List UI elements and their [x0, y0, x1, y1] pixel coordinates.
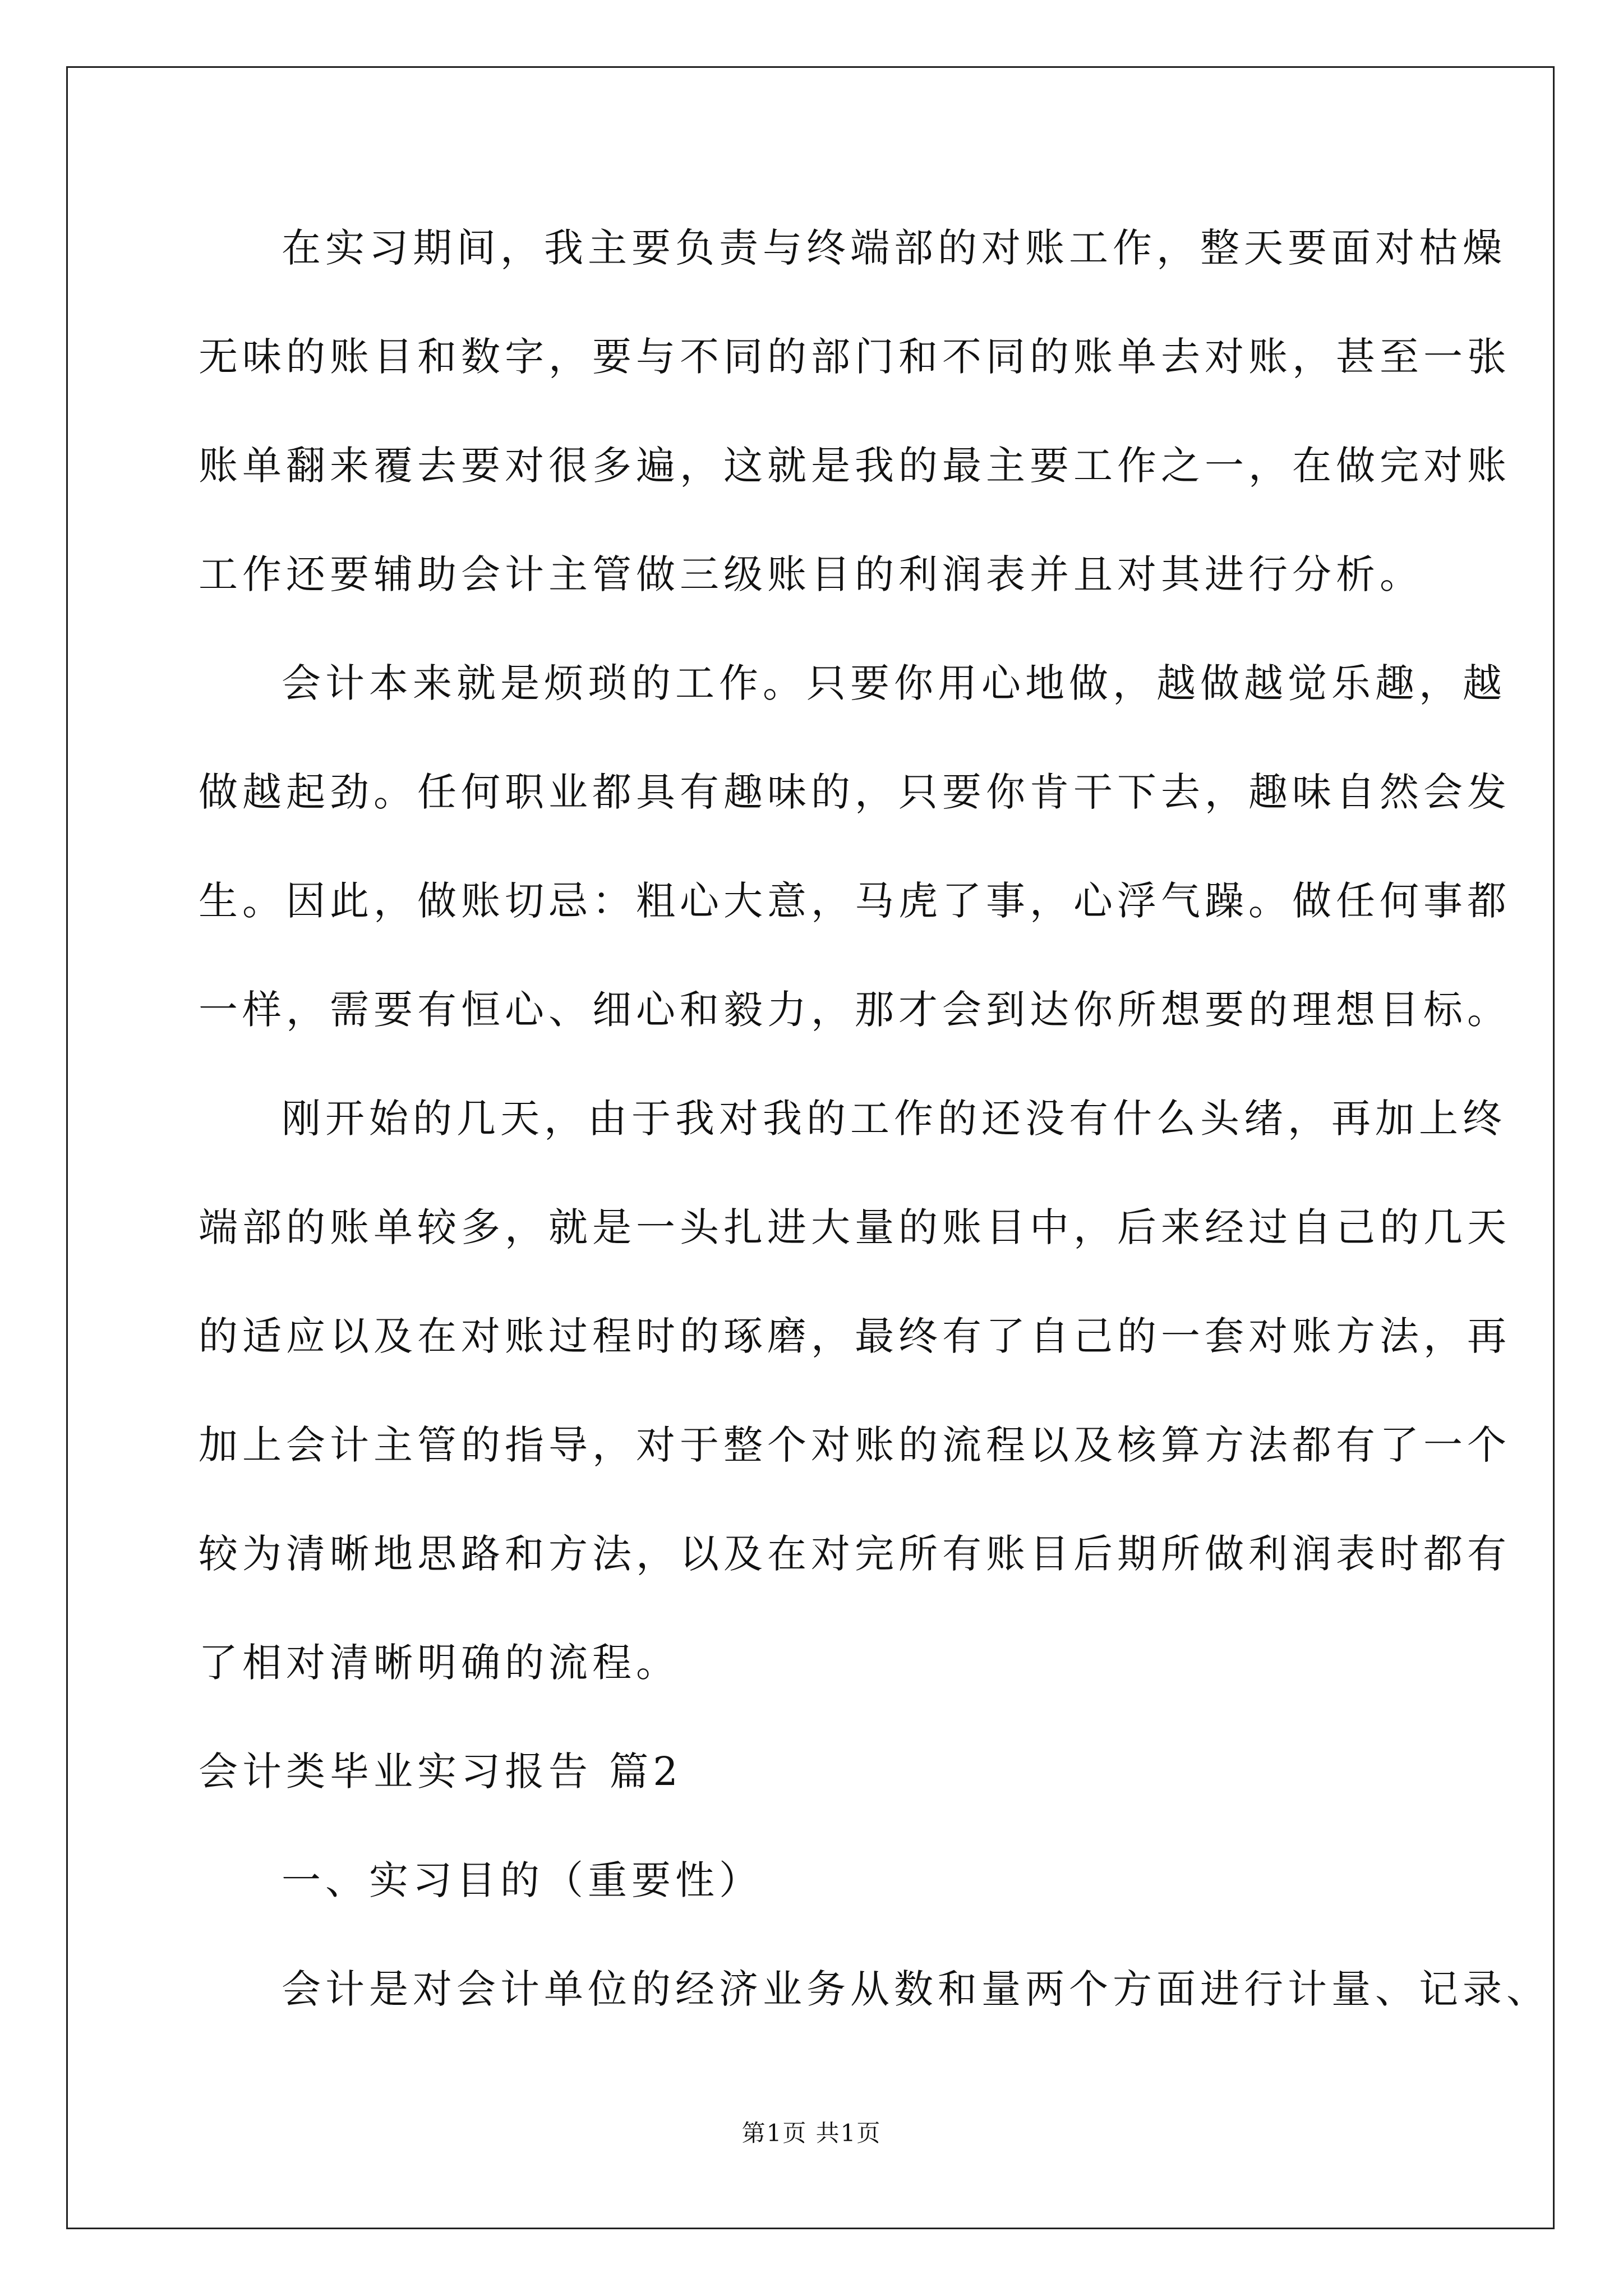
paragraph-line: 账单翻来覆去要对很多遍，这就是我的最主要工作之一，在做完对账	[199, 443, 1511, 489]
page-footer: 第1页 共1页	[741, 2119, 882, 2147]
paragraph-line: 一样，需要有恒心、细心和毅力，那才会到达你所想要的理想目标。	[199, 987, 1511, 1033]
paragraph-line: 在实习期间，我主要负责与终端部的对账工作，整天要面对枯燥	[282, 225, 1506, 271]
paragraph-line: 端部的账单较多，就是一头扎进大量的账目中，后来经过自己的几天	[199, 1204, 1511, 1250]
section-heading: 会计类毕业实习报告 篇2	[199, 1749, 683, 1795]
paragraph-line: 刚开始的几天，由于我对我的工作的还没有什么头绪，再加上终	[282, 1096, 1506, 1142]
paragraph-line: 的适应以及在对账过程时的琢磨，最终有了自己的一套对账方法，再	[199, 1313, 1511, 1359]
paragraph-line: 会计本来就是烦琐的工作。只要你用心地做，越做越觉乐趣，越	[282, 660, 1506, 706]
paragraph-line: 工作还要辅助会计主管做三级账目的利润表并且对其进行分析。	[199, 551, 1423, 597]
document-body	[199, 209, 1550, 2059]
paragraph-line: 无味的账目和数字，要与不同的部门和不同的账单去对账，甚至一张	[199, 334, 1511, 380]
paragraph-line: 了相对清晰明确的流程。	[199, 1640, 680, 1686]
paragraph-line: 生。因此，做账切忌：粗心大意，马虎了事，心浮气躁。做任何事都	[199, 878, 1511, 924]
subsection-heading: 一、实习目的（重要性）	[282, 1857, 763, 1903]
paragraph-line: 会计是对会计单位的经济业务从数和量两个方面进行计量、记录、	[282, 1966, 1550, 2012]
paragraph-line: 较为清晰地思路和方法，以及在对完所有账目后期所做利润表时都有	[199, 1531, 1511, 1577]
paragraph-line: 做越起劲。任何职业都具有趣味的，只要你肯干下去，趣味自然会发	[199, 769, 1511, 815]
paragraph-line: 加上会计主管的指导，对于整个对账的流程以及核算方法都有了一个	[199, 1422, 1511, 1468]
